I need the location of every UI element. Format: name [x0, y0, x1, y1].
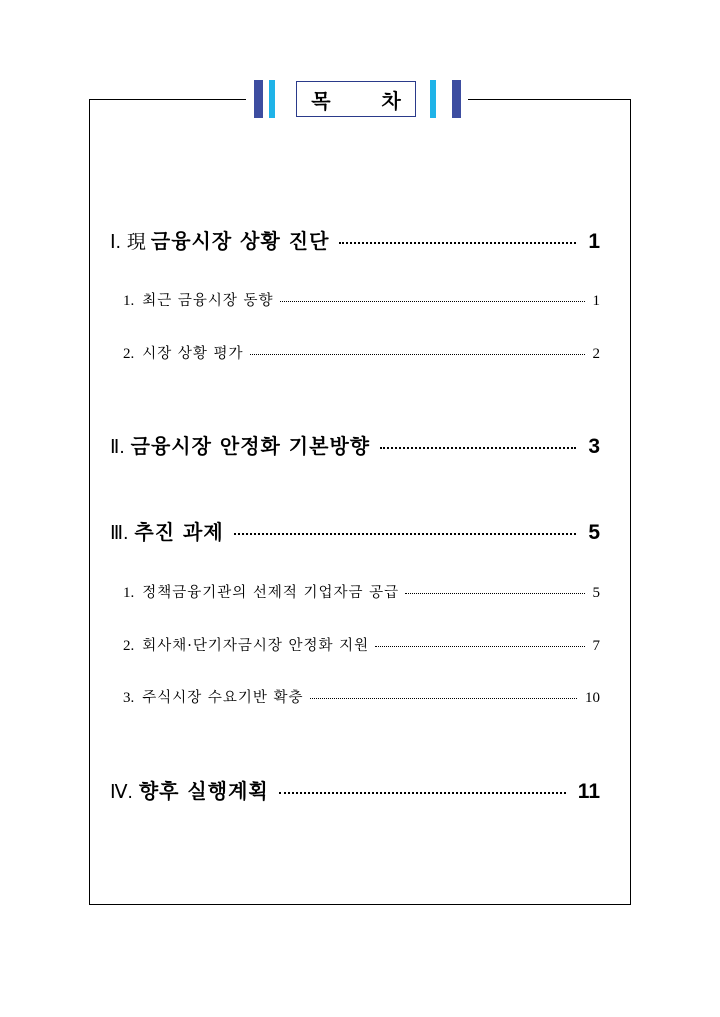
item-page-number: 5 — [592, 585, 600, 601]
item-number: 2. — [123, 638, 135, 654]
item-label: 최근 금융시장 동향 — [142, 293, 274, 309]
dot-leader — [380, 447, 576, 449]
item-page-number: 2 — [592, 346, 600, 362]
item-number: 1. — [123, 293, 135, 309]
item-number: 3. — [123, 690, 135, 706]
title-bar-left-light — [269, 80, 275, 118]
section-number: Ⅱ. — [110, 437, 125, 458]
item-label: 주식시장 수요기반 확충 — [142, 690, 304, 706]
toc-item-3-1[interactable] — [123, 581, 600, 602]
section-number: Ⅲ. — [110, 523, 129, 544]
toc-section-1[interactable] — [110, 225, 600, 254]
dot-leader — [339, 242, 576, 244]
section-prefix: 現 — [126, 231, 147, 253]
toc-section-4[interactable] — [110, 775, 600, 804]
section-page-number: 1 — [588, 230, 600, 253]
section-page-number: 5 — [588, 521, 600, 544]
title-bar-left-dark — [254, 80, 263, 118]
toc-item-1-1[interactable] — [123, 289, 600, 310]
toc-section-2[interactable] — [110, 430, 600, 459]
item-number: 2. — [123, 346, 135, 362]
dot-leader — [234, 533, 577, 535]
toc-section-3[interactable] — [110, 516, 600, 545]
toc-item-1-2[interactable] — [123, 342, 600, 363]
toc-item-3-3[interactable] — [123, 686, 600, 707]
section-title: 금융시장 상황 진단 — [150, 229, 330, 253]
section-number: Ⅰ. — [110, 232, 121, 253]
item-number: 1. — [123, 585, 135, 601]
toc-title-header — [246, 80, 468, 118]
item-label: 시장 상황 평가 — [142, 346, 244, 362]
section-page-number: 3 — [588, 435, 600, 458]
item-page-number: 10 — [585, 690, 600, 706]
section-label — [139, 775, 269, 804]
title-box — [296, 81, 423, 117]
dot-leader — [250, 354, 585, 355]
dot-leader — [279, 792, 566, 794]
item-label: 정책금융기관의 선제적 기업자금 공급 — [142, 585, 400, 601]
dot-leader — [280, 301, 585, 302]
toc-item-3-2[interactable] — [123, 634, 600, 655]
dot-leader — [310, 698, 577, 699]
item-page-number: 1 — [592, 293, 600, 309]
page-title: 목 차 — [311, 88, 423, 113]
section-label — [131, 430, 370, 459]
section-page-number: 11 — [577, 780, 600, 803]
section-number: Ⅳ. — [110, 782, 133, 803]
title-bar-right-dark — [452, 80, 461, 118]
item-page-number: 7 — [592, 638, 600, 654]
item-label: 회사채·단기자금시장 안정화 지원 — [142, 638, 370, 654]
section-label — [127, 225, 330, 254]
section-title: 향후 실행계획 — [138, 779, 269, 803]
section-title: 추진 과제 — [134, 520, 224, 544]
section-title: 금융시장 안정화 기본방향 — [130, 434, 371, 458]
section-label — [134, 516, 223, 545]
dot-leader — [375, 646, 584, 647]
dot-leader — [405, 593, 584, 594]
title-bar-right-light — [430, 80, 436, 118]
